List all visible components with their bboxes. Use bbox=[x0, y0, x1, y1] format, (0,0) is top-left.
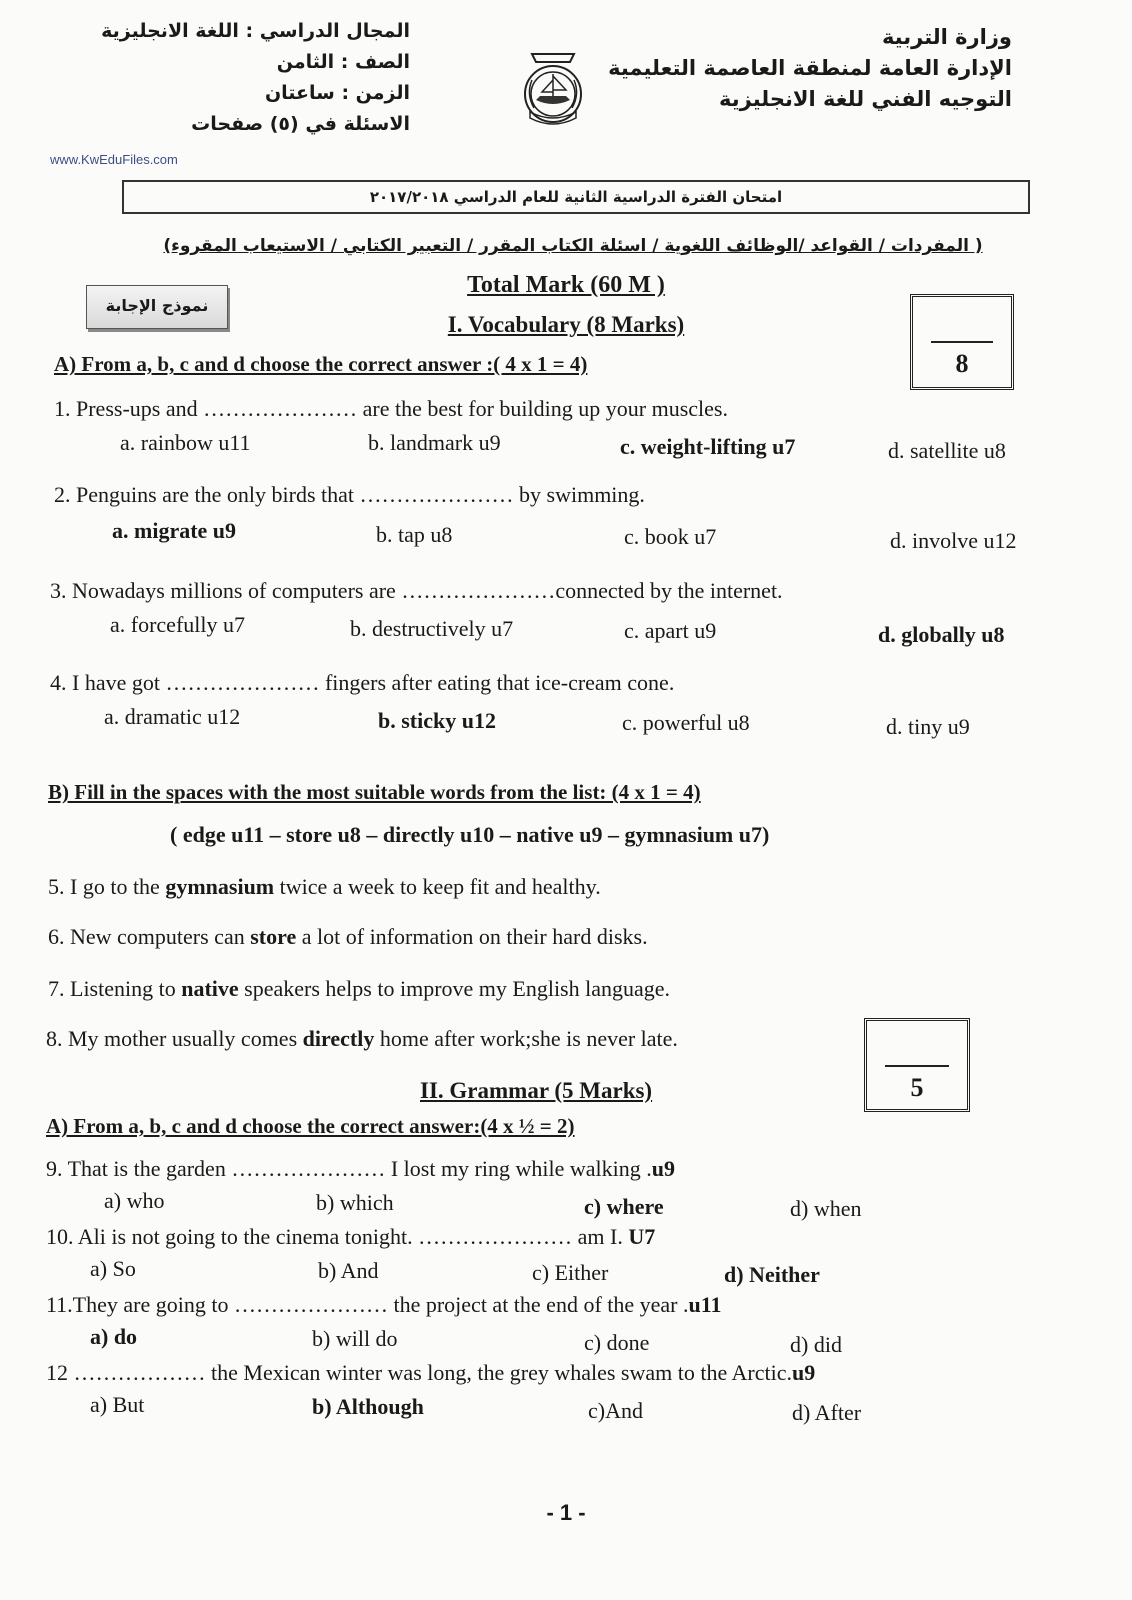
subject-header bbox=[101, 16, 410, 140]
answer-model-label: نموذج الإجابة bbox=[86, 285, 228, 329]
q3-option-d-correct: d. globally u8 bbox=[878, 622, 1005, 647]
q3-option-a: a. forcefully u7 bbox=[110, 612, 245, 637]
page-number: - 1 - bbox=[546, 1500, 586, 1525]
question-3: 3. Nowadays millions of computers are …………………connected by the internet. bbox=[50, 578, 783, 603]
time-line: الزمن : ساعتان bbox=[264, 82, 410, 104]
q10-option-b: b) And bbox=[318, 1258, 379, 1283]
grammar-mark-box bbox=[864, 1018, 970, 1112]
q3-option-c: c. apart u9 bbox=[624, 618, 717, 643]
q9-option-c-correct: c) where bbox=[584, 1194, 664, 1219]
grammar-title: II. Grammar (5 Marks) bbox=[420, 1078, 653, 1103]
vocabulary-mark: 8 bbox=[955, 349, 969, 378]
directorate-name: الإدارة العامة لمنطقة العاصمة التعليمية bbox=[608, 56, 1012, 80]
pages-line: الاسئلة في (٥) صفحات bbox=[191, 113, 410, 135]
sentence-7: 7. Listening to native speakers helps to improve my English language. bbox=[48, 976, 671, 1001]
q4-option-b-correct: b. sticky u12 bbox=[378, 708, 496, 733]
q4-option-d: d. tiny u9 bbox=[886, 714, 970, 739]
q1-option-c-correct: c. weight-lifting u7 bbox=[620, 434, 796, 459]
subject-line: المجال الدراسي : اللغة الانجليزية bbox=[101, 20, 410, 42]
vocab-part-a-instruction: A) From a, b, c and d choose the correct answer :( 4 x 1 = 4) bbox=[54, 352, 588, 376]
skills-list: ( المفردات / القواعد /الوظائف اللغوية / اسئلة الكتاب المقرر / التعبير الكتابي / الاستيعاب المقروء) bbox=[163, 236, 983, 256]
vocab-part-b-instruction: B) Fill in the spaces with the most suitable words from the list: (4 x 1 = 4) bbox=[48, 780, 701, 804]
q10-option-c: c) Either bbox=[532, 1260, 609, 1285]
q1-option-b: b. landmark u9 bbox=[368, 430, 501, 455]
answer-5: gymnasium bbox=[165, 874, 275, 899]
q9-option-b: b) which bbox=[316, 1190, 394, 1215]
total-mark: Total Mark (60 M ) bbox=[467, 272, 665, 298]
answer-7: native bbox=[181, 976, 239, 1001]
ministry-name: وزارة التربية bbox=[881, 25, 1012, 49]
q9-option-a: a) who bbox=[104, 1188, 165, 1213]
q3-option-b: b. destructively u7 bbox=[350, 616, 514, 641]
q2-option-a-correct: a. migrate u9 bbox=[112, 518, 237, 543]
q1-option-d: d. satellite u8 bbox=[888, 438, 1006, 463]
question-1: 1. Press-ups and ………………… are the best for building up your muscles. bbox=[54, 396, 728, 421]
question-9: 9. That is the garden ………………… I lost my ring while walking .u9 bbox=[46, 1156, 675, 1181]
grammar-part-a-instruction: A) From a, b, c and d choose the correct answer:(4 x ½ = 2) bbox=[46, 1114, 575, 1138]
q10-option-d-correct: d) Neither bbox=[724, 1262, 820, 1287]
q12-option-b-correct: b) Although bbox=[312, 1394, 424, 1419]
vocabulary-title: I. Vocabulary (8 Marks) bbox=[447, 312, 685, 337]
sentence-6: 6. New computers can store a lot of information on their hard disks. bbox=[48, 924, 648, 949]
q12-option-a: a) But bbox=[90, 1392, 145, 1417]
question-11: 11.They are going to ………………… the project at the end of the year .u11 bbox=[46, 1292, 722, 1317]
question-12: 12 ……………… the Mexican winter was long, the grey whales swam to the Arctic.u9 bbox=[46, 1360, 816, 1385]
q12-option-c: c)And bbox=[588, 1398, 643, 1423]
answer-6: store bbox=[250, 924, 297, 949]
q2-option-c: c. book u7 bbox=[624, 524, 717, 549]
grammar-mark: 5 bbox=[910, 1073, 924, 1102]
q11-option-d: d) did bbox=[790, 1332, 842, 1357]
grade-line: الصف : الثامن bbox=[276, 51, 410, 73]
question-4: 4. I have got ………………… fingers after eating that ice-cream cone. bbox=[50, 670, 675, 695]
ministry-header bbox=[608, 22, 1012, 115]
q1-option-a: a. rainbow u11 bbox=[120, 430, 251, 455]
kuwait-emblem-logo bbox=[522, 50, 584, 137]
vocabulary-mark-box bbox=[910, 294, 1014, 390]
word-list: ( edge u11 – store u8 – directly u10 – native u9 – gymnasium u7) bbox=[170, 822, 770, 847]
q4-option-c: c. powerful u8 bbox=[622, 710, 750, 735]
website-link[interactable]: www.KwEduFiles.com bbox=[50, 152, 178, 167]
exam-title: امتحان الفترة الدراسية الثانية للعام الدراسي ٢٠١٧/٢٠١٨ bbox=[369, 188, 783, 206]
q9-option-d: d) when bbox=[790, 1196, 862, 1221]
q11-option-b: b) will do bbox=[312, 1326, 398, 1351]
sentence-8: 8. My mother usually comes directly home after work;she is never late. bbox=[46, 1026, 678, 1051]
q12-option-d: d) After bbox=[792, 1400, 862, 1425]
answer-8: directly bbox=[302, 1026, 375, 1051]
q4-option-a: a. dramatic u12 bbox=[104, 704, 241, 729]
exam-title-box bbox=[122, 180, 1030, 214]
q11-option-c: c) done bbox=[584, 1330, 650, 1355]
question-10: 10. Ali is not going to the cinema tonight. ………………… am I. U7 bbox=[46, 1224, 656, 1249]
department-name: التوجيه الفني للغة الانجليزية bbox=[719, 87, 1012, 111]
q2-option-b: b. tap u8 bbox=[376, 522, 453, 547]
sentence-5: 5. I go to the gymnasium twice a week to keep fit and healthy. bbox=[48, 874, 601, 899]
q11-option-a-correct: a) do bbox=[90, 1324, 138, 1349]
q2-option-d: d. involve u12 bbox=[890, 528, 1017, 553]
q10-option-a: a) So bbox=[90, 1256, 136, 1281]
question-2: 2. Penguins are the only birds that ………………… by swimming. bbox=[54, 482, 645, 507]
